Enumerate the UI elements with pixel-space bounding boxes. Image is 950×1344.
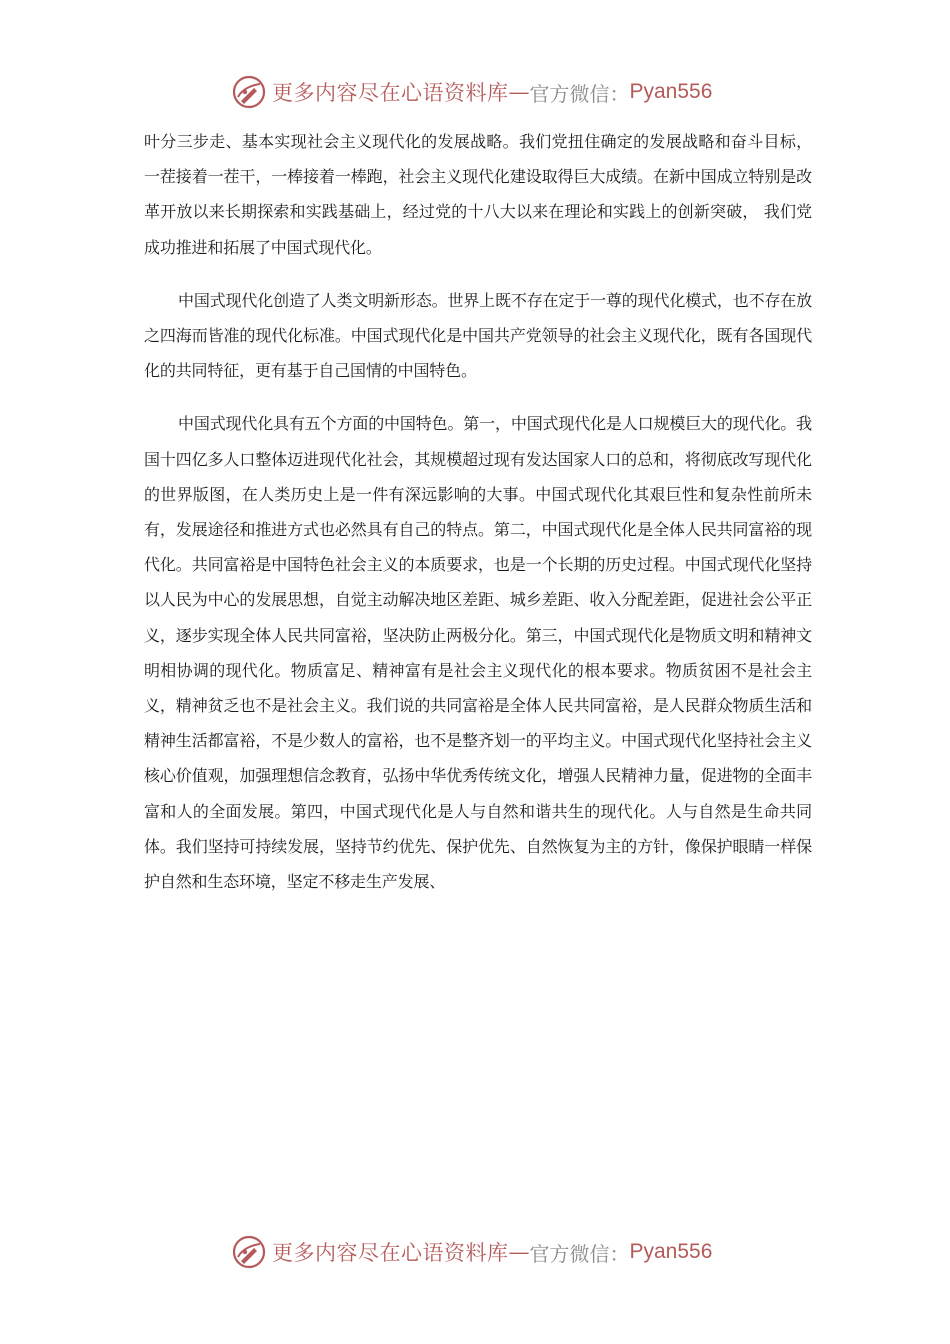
document-body	[144, 124, 812, 917]
footer-banner	[232, 1234, 752, 1270]
footer-wechat-id: Pyan556	[629, 1240, 713, 1263]
header-wechat-id: Pyan556	[629, 80, 713, 103]
paragraph-3: 中国式现代化具有五个方面的中国特色。第一，中国式现代化是人口规模巨大的现代化。我国十四亿多人口整体迈进现代化社会，其规模超过现有发达国家人口的总和，将彻底改写现代化的世界版图，在人类历史上是一件有深远影响的大事。中国式现代化其艰巨性和复杂性前所未有，发展途径和推进方式也必然具有自己的特点。第二，中国式现代化是全体人民共同富裕的现代化。共同富裕是中国特色社会主义的本质要求，也是一个长期的历史过程。中国式现代化坚持以人民为中心的发展思想，自觉主动解决地区差距、城乡差距、收入分配差距，促进社会公平正义，逐步实现全体人民共同富裕，坚决防止两极分化。第三，中国式现代化是物质文明和精神文明相协调的现代化。物质富足、精神富有是社会主义现代化的根本要求。物质贫困不是社会主义，精神贫乏也不是社会主义。我们说的共同富裕是全体人民共同富裕，是人民群众物质生活和精神生活都富裕，不是少数人的富裕，也不是整齐划一的平均主义。中国式现代化坚持社会主义核心价值观，加强理想信念教育，弘扬中华优秀传统文化，增强人民精神力量，促进物的全面丰富和人的全面发展。第四，中国式现代化是人与自然和谐共生的现代化。人与自然是生命共同体。我们坚持可持续发展，坚持节约优先、保护优先、自然恢复为主的方针，像保护眼睛一样保护自然和生态环境，坚定不移走生产发展、	[144, 414, 813, 892]
footer-wechat-label: 官方微信：	[529, 1241, 630, 1266]
pen-logo-icon	[232, 1235, 266, 1269]
paragraph-2: 中国式现代化创造了人类文明新形态。世界上既不存在定于一尊的现代化模式，也不存在放之四海而皆准的现代化标准。中国式现代化是中国共产党领导的社会主义现代化，既有各国现代化的共同特征，更有基于自己国情的中国特色。	[144, 290, 813, 381]
pen-logo-icon	[232, 75, 266, 109]
header-slogan: 更多内容尽在心语资料库	[272, 81, 509, 105]
header-wechat-label: 官方微信：	[529, 81, 630, 106]
paragraph-1: 叶分三步走、基本实现社会主义现代化的发展战略。我们党扭住确定的发展战略和奋斗目标， 一茬接着一茬干，一棒接着一棒跑，社会主义现代化建设取得巨大成绩。在新中国成立特别是改革开放以来长期探索和实践基础上，经过党的十八大以来在理论和实践上的创新突破， 我们党成功推进和拓展了中国式现代化。	[144, 132, 812, 257]
footer-separator: —	[508, 1240, 530, 1264]
header-separator: —	[508, 80, 530, 104]
header-banner	[232, 74, 752, 110]
footer-slogan: 更多内容尽在心语资料库	[272, 1241, 509, 1265]
